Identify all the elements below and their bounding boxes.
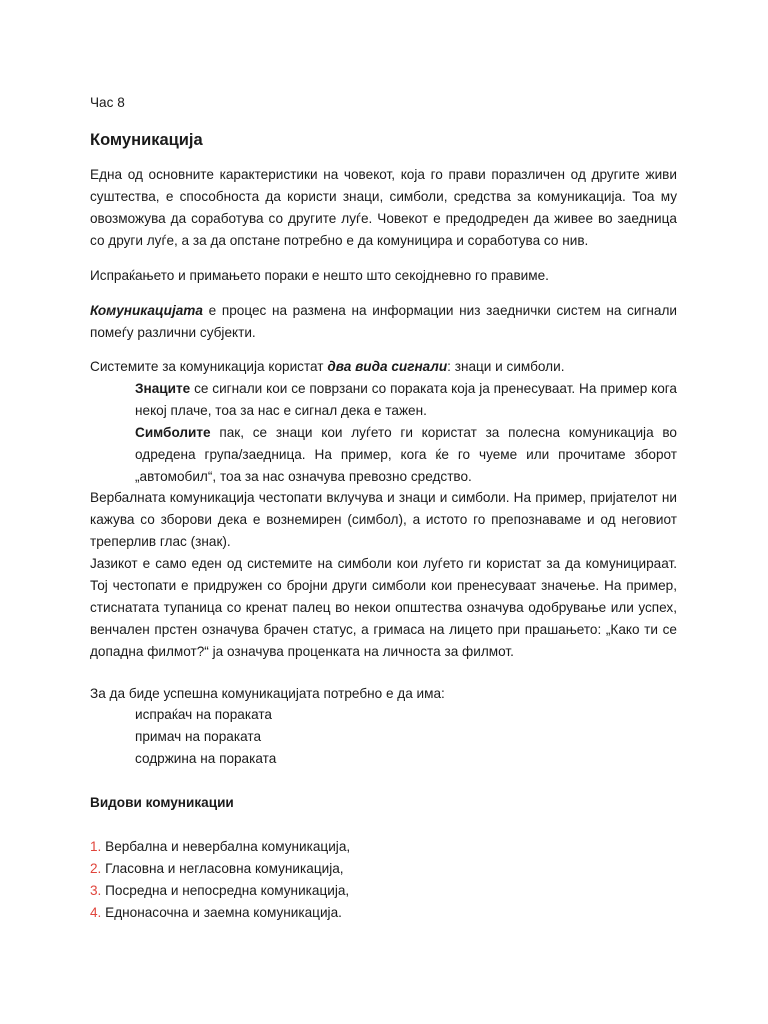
symbols-text: пак, се знаци кои луѓето ги користат за полесна комуникација во одредена група/заедница. На пример, кога ќе го чуеме или прочитаме зборот „автомобил“, тоа за нас означува превозно средство. <box>135 425 677 484</box>
requirement-item: примач на пораката <box>135 729 262 744</box>
language-paragraph: Јазикот е само еден од системите на симболи кои луѓето ги користат за да комуницираат. Тој честопати е придружен со бројни други симболи кои пренесуваат значење. На пример, стиснатата тупаница со кренат палец во некои општества означува одобрување или успех, венчален прстен означува брачен статус, а гримаса на лицето при прашањето: „Како ти се допадна филмот?“ ја означува проценката на личноста за филмот. <box>90 556 677 659</box>
signs-paragraph <box>135 378 677 422</box>
lesson-label: Час 8 <box>90 95 125 110</box>
page-title: Комуникација <box>90 131 203 149</box>
types-list-item <box>90 837 350 857</box>
list-text: Еднонасочна и заемна комуникација. <box>105 905 342 920</box>
definition-term: Комуникацијата <box>90 303 203 318</box>
list-number: 2. <box>90 861 102 876</box>
list-text: Гласовна и негласовна комуникација, <box>105 861 344 876</box>
list-text: Посредна и непосредна комуникација, <box>105 883 350 898</box>
definition-text: е процес на размена на информации низ заеднички систем на сигнали помеѓу различни субјекти. <box>90 303 677 340</box>
requirement-item: содржина на пораката <box>135 751 277 766</box>
list-number: 4. <box>90 905 102 920</box>
requirements-intro: За да биде успешна комуникацијата потребно е да има: <box>90 686 445 701</box>
verbal-paragraph: Вербалната комуникација честопати вклучува и знаци и симболи. На пример, пријателот ни кажува со зборови дека е вознемирен (симбол), а истото го препознаваме и од неговиот треперлив глас (знак). <box>90 490 677 549</box>
list-number: 3. <box>90 883 102 898</box>
signs-text: се сигнали кои се поврзани со пораката која ја пренесуваат. На пример кога некој плаче, тоа за нас е сигнал дека е тажен. <box>135 381 677 418</box>
systems-paragraph <box>90 356 677 378</box>
definition-paragraph <box>90 300 677 344</box>
types-heading: Видови комуникации <box>90 795 234 810</box>
list-number: 1. <box>90 839 102 854</box>
types-list-item <box>90 859 344 879</box>
signs-term: Знаците <box>135 381 191 396</box>
symbols-term: Симболите <box>135 425 211 440</box>
types-list-item <box>90 881 349 901</box>
sending-paragraph: Испраќањето и примањето пораки е нешто што секојдневно го правиме. <box>90 268 549 283</box>
systems-emphasis: два вида сигнали <box>327 359 448 374</box>
systems-after: : знаци и симболи. <box>447 359 565 374</box>
symbols-paragraph <box>135 422 677 488</box>
types-list-item <box>90 903 342 923</box>
intro-paragraph: Една од основните карактеристики на човекот, која го прави поразличен од другите живи суштества, е способноста да користи знаци, симболи, средства за комуникација. Тоа му овозможува да соработува со другите луѓе. Човекот е предодреден да живее во заедница со други луѓе, а за да опстане потребно е да комуницира и соработува со нив. <box>90 167 677 248</box>
systems-before: Системите за комуникација користат <box>90 359 328 374</box>
requirement-item: испраќач на пораката <box>135 707 272 722</box>
list-text: Вербална и невербална комуникација, <box>105 839 351 854</box>
